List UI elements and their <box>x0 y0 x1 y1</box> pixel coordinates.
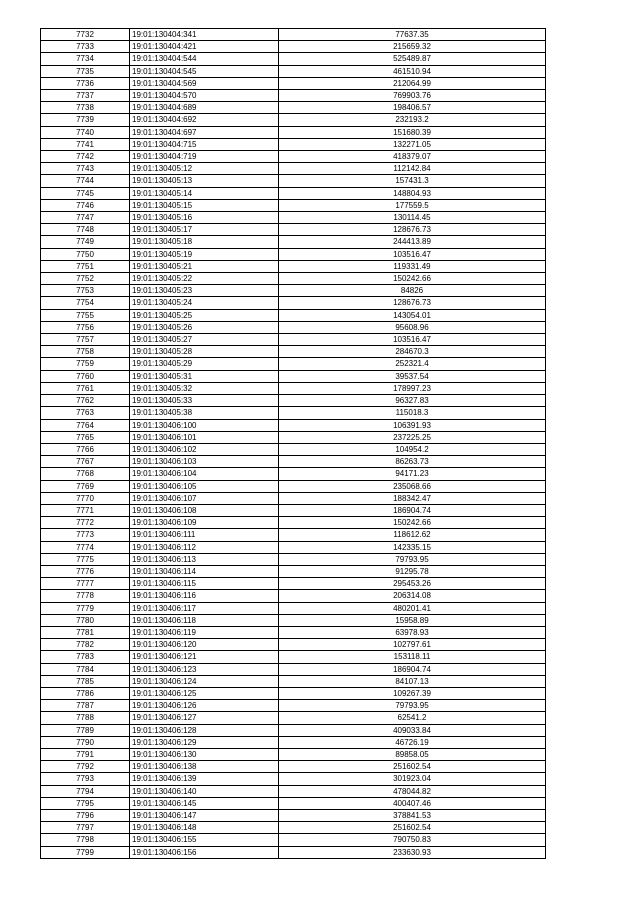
row-number-cell: 7756 <box>41 321 130 333</box>
data-table <box>40 28 546 859</box>
cadastral-number-cell: 19:01:130404:545 <box>130 65 279 77</box>
cadastral-number-cell: 19:01:130406:120 <box>130 639 279 651</box>
cadastral-number-cell: 19:01:130406:121 <box>130 651 279 663</box>
cadastral-number-cell: 19:01:130405:28 <box>130 346 279 358</box>
table-row <box>41 504 546 516</box>
cadastral-number-cell: 19:01:130404:715 <box>130 138 279 150</box>
row-number-cell: 7759 <box>41 358 130 370</box>
value-cell: 251602.54 <box>279 761 546 773</box>
row-number-cell: 7799 <box>41 846 130 858</box>
value-cell: 186904.74 <box>279 504 546 516</box>
table-row <box>41 553 546 565</box>
value-cell: 188342.47 <box>279 492 546 504</box>
cadastral-number-cell: 19:01:130406:117 <box>130 602 279 614</box>
cadastral-number-cell: 19:01:130405:18 <box>130 236 279 248</box>
row-number-cell: 7794 <box>41 785 130 797</box>
cadastral-number-cell: 19:01:130405:29 <box>130 358 279 370</box>
cadastral-number-cell: 19:01:130406:147 <box>130 810 279 822</box>
row-number-cell: 7796 <box>41 810 130 822</box>
row-number-cell: 7733 <box>41 41 130 53</box>
value-cell: 86263.73 <box>279 456 546 468</box>
value-cell: 235068.66 <box>279 480 546 492</box>
value-cell: 79793.95 <box>279 700 546 712</box>
row-number-cell: 7769 <box>41 480 130 492</box>
row-number-cell: 7783 <box>41 651 130 663</box>
value-cell: 409033.84 <box>279 724 546 736</box>
row-number-cell: 7788 <box>41 712 130 724</box>
row-number-cell: 7753 <box>41 285 130 297</box>
cadastral-number-cell: 19:01:130406:111 <box>130 529 279 541</box>
table-row <box>41 102 546 114</box>
value-cell: 525489.87 <box>279 53 546 65</box>
table-row <box>41 90 546 102</box>
row-number-cell: 7757 <box>41 334 130 346</box>
table-row <box>41 187 546 199</box>
value-cell: 106391.93 <box>279 419 546 431</box>
row-number-cell: 7758 <box>41 346 130 358</box>
value-cell: 177559.5 <box>279 199 546 211</box>
table-row <box>41 602 546 614</box>
cadastral-number-cell: 19:01:130404:569 <box>130 77 279 89</box>
table-row <box>41 639 546 651</box>
value-cell: 148804.93 <box>279 187 546 199</box>
cadastral-number-cell: 19:01:130406:123 <box>130 663 279 675</box>
table-row <box>41 407 546 419</box>
cadastral-number-cell: 19:01:130405:33 <box>130 395 279 407</box>
table-row <box>41 419 546 431</box>
row-number-cell: 7787 <box>41 700 130 712</box>
table-row <box>41 65 546 77</box>
value-cell: 79793.95 <box>279 553 546 565</box>
value-cell: 237225.25 <box>279 431 546 443</box>
row-number-cell: 7747 <box>41 212 130 224</box>
value-cell: 150242.66 <box>279 517 546 529</box>
table-row <box>41 468 546 480</box>
value-cell: 790750.83 <box>279 834 546 846</box>
row-number-cell: 7780 <box>41 614 130 626</box>
value-cell: 301923.04 <box>279 773 546 785</box>
table-row <box>41 114 546 126</box>
table-row <box>41 846 546 858</box>
value-cell: 480201.41 <box>279 602 546 614</box>
row-number-cell: 7776 <box>41 565 130 577</box>
value-cell: 153118.11 <box>279 651 546 663</box>
value-cell: 233630.93 <box>279 846 546 858</box>
value-cell: 102797.61 <box>279 639 546 651</box>
table-row <box>41 651 546 663</box>
value-cell: 215659.32 <box>279 41 546 53</box>
table-row <box>41 41 546 53</box>
value-cell: 143054.01 <box>279 309 546 321</box>
value-cell: 142335.15 <box>279 541 546 553</box>
table-row <box>41 663 546 675</box>
cadastral-number-cell: 19:01:130405:21 <box>130 260 279 272</box>
row-number-cell: 7760 <box>41 370 130 382</box>
table-row <box>41 541 546 553</box>
cadastral-number-cell: 19:01:130404:697 <box>130 126 279 138</box>
cadastral-number-cell: 19:01:130404:689 <box>130 102 279 114</box>
cadastral-number-cell: 19:01:130405:17 <box>130 224 279 236</box>
cadastral-number-cell: 19:01:130406:108 <box>130 504 279 516</box>
table-row <box>41 773 546 785</box>
value-cell: 46726.19 <box>279 736 546 748</box>
table-row <box>41 236 546 248</box>
value-cell: 198406.57 <box>279 102 546 114</box>
cadastral-number-cell: 19:01:130404:421 <box>130 41 279 53</box>
table-row <box>41 480 546 492</box>
cadastral-number-cell: 19:01:130406:130 <box>130 748 279 760</box>
row-number-cell: 7775 <box>41 553 130 565</box>
table-row <box>41 321 546 333</box>
row-number-cell: 7737 <box>41 90 130 102</box>
cadastral-number-cell: 19:01:130406:119 <box>130 626 279 638</box>
row-number-cell: 7743 <box>41 163 130 175</box>
cadastral-number-cell: 19:01:130404:544 <box>130 53 279 65</box>
table-row <box>41 736 546 748</box>
row-number-cell: 7789 <box>41 724 130 736</box>
cadastral-number-cell: 19:01:130406:104 <box>130 468 279 480</box>
row-number-cell: 7765 <box>41 431 130 443</box>
row-number-cell: 7761 <box>41 382 130 394</box>
cadastral-number-cell: 19:01:130406:140 <box>130 785 279 797</box>
document-sheet <box>40 28 546 859</box>
table-row <box>41 309 546 321</box>
row-number-cell: 7792 <box>41 761 130 773</box>
value-cell: 418379.07 <box>279 151 546 163</box>
row-number-cell: 7749 <box>41 236 130 248</box>
value-cell: 769903.76 <box>279 90 546 102</box>
cadastral-number-cell: 19:01:130405:14 <box>130 187 279 199</box>
cadastral-number-cell: 19:01:130405:22 <box>130 273 279 285</box>
table-row <box>41 822 546 834</box>
table-row <box>41 614 546 626</box>
value-cell: 77637.35 <box>279 29 546 41</box>
value-cell: 89858.05 <box>279 748 546 760</box>
row-number-cell: 7744 <box>41 175 130 187</box>
value-cell: 186904.74 <box>279 663 546 675</box>
table-row <box>41 712 546 724</box>
row-number-cell: 7791 <box>41 748 130 760</box>
value-cell: 109267.39 <box>279 687 546 699</box>
value-cell: 103516.47 <box>279 248 546 260</box>
value-cell: 84826 <box>279 285 546 297</box>
cadastral-number-cell: 19:01:130406:107 <box>130 492 279 504</box>
value-cell: 212064.99 <box>279 77 546 89</box>
row-number-cell: 7782 <box>41 639 130 651</box>
row-number-cell: 7762 <box>41 395 130 407</box>
value-cell: 252321.4 <box>279 358 546 370</box>
table-row <box>41 273 546 285</box>
cadastral-number-cell: 19:01:130405:27 <box>130 334 279 346</box>
value-cell: 461510.94 <box>279 65 546 77</box>
cadastral-number-cell: 19:01:130404:719 <box>130 151 279 163</box>
row-number-cell: 7784 <box>41 663 130 675</box>
cadastral-number-cell: 19:01:130405:23 <box>130 285 279 297</box>
table-row <box>41 126 546 138</box>
cadastral-number-cell: 19:01:130405:25 <box>130 309 279 321</box>
cadastral-number-cell: 19:01:130406:113 <box>130 553 279 565</box>
row-number-cell: 7742 <box>41 151 130 163</box>
table-row <box>41 346 546 358</box>
value-cell: 251602.54 <box>279 822 546 834</box>
table-row <box>41 590 546 602</box>
table-row <box>41 687 546 699</box>
value-cell: 15958.89 <box>279 614 546 626</box>
cadastral-number-cell: 19:01:130406:101 <box>130 431 279 443</box>
cadastral-number-cell: 19:01:130406:145 <box>130 797 279 809</box>
row-number-cell: 7740 <box>41 126 130 138</box>
table-row <box>41 797 546 809</box>
value-cell: 94171.23 <box>279 468 546 480</box>
row-number-cell: 7773 <box>41 529 130 541</box>
cadastral-number-cell: 19:01:130406:125 <box>130 687 279 699</box>
cadastral-number-cell: 19:01:130406:128 <box>130 724 279 736</box>
cadastral-number-cell: 19:01:130406:138 <box>130 761 279 773</box>
cadastral-number-cell: 19:01:130404:570 <box>130 90 279 102</box>
row-number-cell: 7771 <box>41 504 130 516</box>
table-row <box>41 748 546 760</box>
cadastral-number-cell: 19:01:130406:116 <box>130 590 279 602</box>
table-row <box>41 626 546 638</box>
table-row <box>41 443 546 455</box>
table-row <box>41 77 546 89</box>
table-row <box>41 456 546 468</box>
value-cell: 132271.05 <box>279 138 546 150</box>
value-cell: 118612.62 <box>279 529 546 541</box>
cadastral-number-cell: 19:01:130405:31 <box>130 370 279 382</box>
row-number-cell: 7774 <box>41 541 130 553</box>
cadastral-number-cell: 19:01:130405:32 <box>130 382 279 394</box>
table-row <box>41 834 546 846</box>
table-row <box>41 370 546 382</box>
value-cell: 130114.45 <box>279 212 546 224</box>
cadastral-number-cell: 19:01:130405:12 <box>130 163 279 175</box>
value-cell: 244413.89 <box>279 236 546 248</box>
row-number-cell: 7732 <box>41 29 130 41</box>
row-number-cell: 7781 <box>41 626 130 638</box>
value-cell: 150242.66 <box>279 273 546 285</box>
row-number-cell: 7751 <box>41 260 130 272</box>
value-cell: 284670.3 <box>279 346 546 358</box>
cadastral-number-cell: 19:01:130404:692 <box>130 114 279 126</box>
table-row <box>41 358 546 370</box>
row-number-cell: 7748 <box>41 224 130 236</box>
table-row <box>41 334 546 346</box>
row-number-cell: 7779 <box>41 602 130 614</box>
cadastral-number-cell: 19:01:130405:38 <box>130 407 279 419</box>
row-number-cell: 7777 <box>41 578 130 590</box>
value-cell: 63978.93 <box>279 626 546 638</box>
value-cell: 400407.46 <box>279 797 546 809</box>
cadastral-number-cell: 19:01:130406:155 <box>130 834 279 846</box>
cadastral-number-cell: 19:01:130406:105 <box>130 480 279 492</box>
row-number-cell: 7754 <box>41 297 130 309</box>
row-number-cell: 7764 <box>41 419 130 431</box>
value-cell: 91295.78 <box>279 565 546 577</box>
value-cell: 104954.2 <box>279 443 546 455</box>
table-row <box>41 700 546 712</box>
cadastral-number-cell: 19:01:130405:13 <box>130 175 279 187</box>
row-number-cell: 7795 <box>41 797 130 809</box>
value-cell: 232193.2 <box>279 114 546 126</box>
table-row <box>41 53 546 65</box>
cadastral-number-cell: 19:01:130406:100 <box>130 419 279 431</box>
row-number-cell: 7755 <box>41 309 130 321</box>
value-cell: 157431.3 <box>279 175 546 187</box>
row-number-cell: 7739 <box>41 114 130 126</box>
table-row <box>41 675 546 687</box>
value-cell: 151680.39 <box>279 126 546 138</box>
cadastral-number-cell: 19:01:130406:129 <box>130 736 279 748</box>
cadastral-number-cell: 19:01:130405:26 <box>130 321 279 333</box>
cadastral-number-cell: 19:01:130406:148 <box>130 822 279 834</box>
value-cell: 84107.13 <box>279 675 546 687</box>
cadastral-number-cell: 19:01:130405:16 <box>130 212 279 224</box>
row-number-cell: 7734 <box>41 53 130 65</box>
table-row <box>41 565 546 577</box>
value-cell: 103516.47 <box>279 334 546 346</box>
row-number-cell: 7786 <box>41 687 130 699</box>
row-number-cell: 7772 <box>41 517 130 529</box>
table-row <box>41 297 546 309</box>
value-cell: 95608.96 <box>279 321 546 333</box>
table-row <box>41 810 546 822</box>
row-number-cell: 7793 <box>41 773 130 785</box>
table-row <box>41 395 546 407</box>
value-cell: 115018.3 <box>279 407 546 419</box>
table-row <box>41 492 546 504</box>
table-row <box>41 761 546 773</box>
value-cell: 378841.53 <box>279 810 546 822</box>
value-cell: 128676.73 <box>279 224 546 236</box>
table-row <box>41 785 546 797</box>
table-row <box>41 517 546 529</box>
value-cell: 62541.2 <box>279 712 546 724</box>
table-row <box>41 382 546 394</box>
row-number-cell: 7790 <box>41 736 130 748</box>
row-number-cell: 7763 <box>41 407 130 419</box>
row-number-cell: 7738 <box>41 102 130 114</box>
row-number-cell: 7798 <box>41 834 130 846</box>
cadastral-number-cell: 19:01:130406:127 <box>130 712 279 724</box>
cadastral-number-cell: 19:01:130405:19 <box>130 248 279 260</box>
cadastral-number-cell: 19:01:130406:103 <box>130 456 279 468</box>
table-row <box>41 529 546 541</box>
table-row <box>41 151 546 163</box>
row-number-cell: 7745 <box>41 187 130 199</box>
cadastral-number-cell: 19:01:130404:341 <box>130 29 279 41</box>
row-number-cell: 7741 <box>41 138 130 150</box>
table-row <box>41 431 546 443</box>
cadastral-number-cell: 19:01:130406:118 <box>130 614 279 626</box>
value-cell: 112142.84 <box>279 163 546 175</box>
row-number-cell: 7766 <box>41 443 130 455</box>
cadastral-number-cell: 19:01:130406:126 <box>130 700 279 712</box>
cadastral-number-cell: 19:01:130406:114 <box>130 565 279 577</box>
row-number-cell: 7797 <box>41 822 130 834</box>
cadastral-number-cell: 19:01:130406:139 <box>130 773 279 785</box>
row-number-cell: 7778 <box>41 590 130 602</box>
cadastral-number-cell: 19:01:130406:109 <box>130 517 279 529</box>
row-number-cell: 7767 <box>41 456 130 468</box>
row-number-cell: 7770 <box>41 492 130 504</box>
value-cell: 295453.26 <box>279 578 546 590</box>
cadastral-number-cell: 19:01:130406:124 <box>130 675 279 687</box>
table-row <box>41 578 546 590</box>
row-number-cell: 7752 <box>41 273 130 285</box>
cadastral-number-cell: 19:01:130406:112 <box>130 541 279 553</box>
value-cell: 119331.49 <box>279 260 546 272</box>
table-row <box>41 224 546 236</box>
row-number-cell: 7750 <box>41 248 130 260</box>
table-body <box>41 29 546 859</box>
value-cell: 128676.73 <box>279 297 546 309</box>
value-cell: 96327.83 <box>279 395 546 407</box>
cadastral-number-cell: 19:01:130406:156 <box>130 846 279 858</box>
table-row <box>41 29 546 41</box>
table-row <box>41 724 546 736</box>
table-row <box>41 248 546 260</box>
row-number-cell: 7785 <box>41 675 130 687</box>
value-cell: 178997.23 <box>279 382 546 394</box>
table-row <box>41 163 546 175</box>
cadastral-number-cell: 19:01:130406:102 <box>130 443 279 455</box>
value-cell: 206314.08 <box>279 590 546 602</box>
table-row <box>41 285 546 297</box>
table-row <box>41 138 546 150</box>
table-row <box>41 260 546 272</box>
row-number-cell: 7768 <box>41 468 130 480</box>
value-cell: 478044.82 <box>279 785 546 797</box>
cadastral-number-cell: 19:01:130406:115 <box>130 578 279 590</box>
cadastral-number-cell: 19:01:130405:15 <box>130 199 279 211</box>
row-number-cell: 7746 <box>41 199 130 211</box>
cadastral-number-cell: 19:01:130405:24 <box>130 297 279 309</box>
row-number-cell: 7735 <box>41 65 130 77</box>
table-row <box>41 175 546 187</box>
table-row <box>41 212 546 224</box>
value-cell: 39537.54 <box>279 370 546 382</box>
row-number-cell: 7736 <box>41 77 130 89</box>
table-row <box>41 199 546 211</box>
